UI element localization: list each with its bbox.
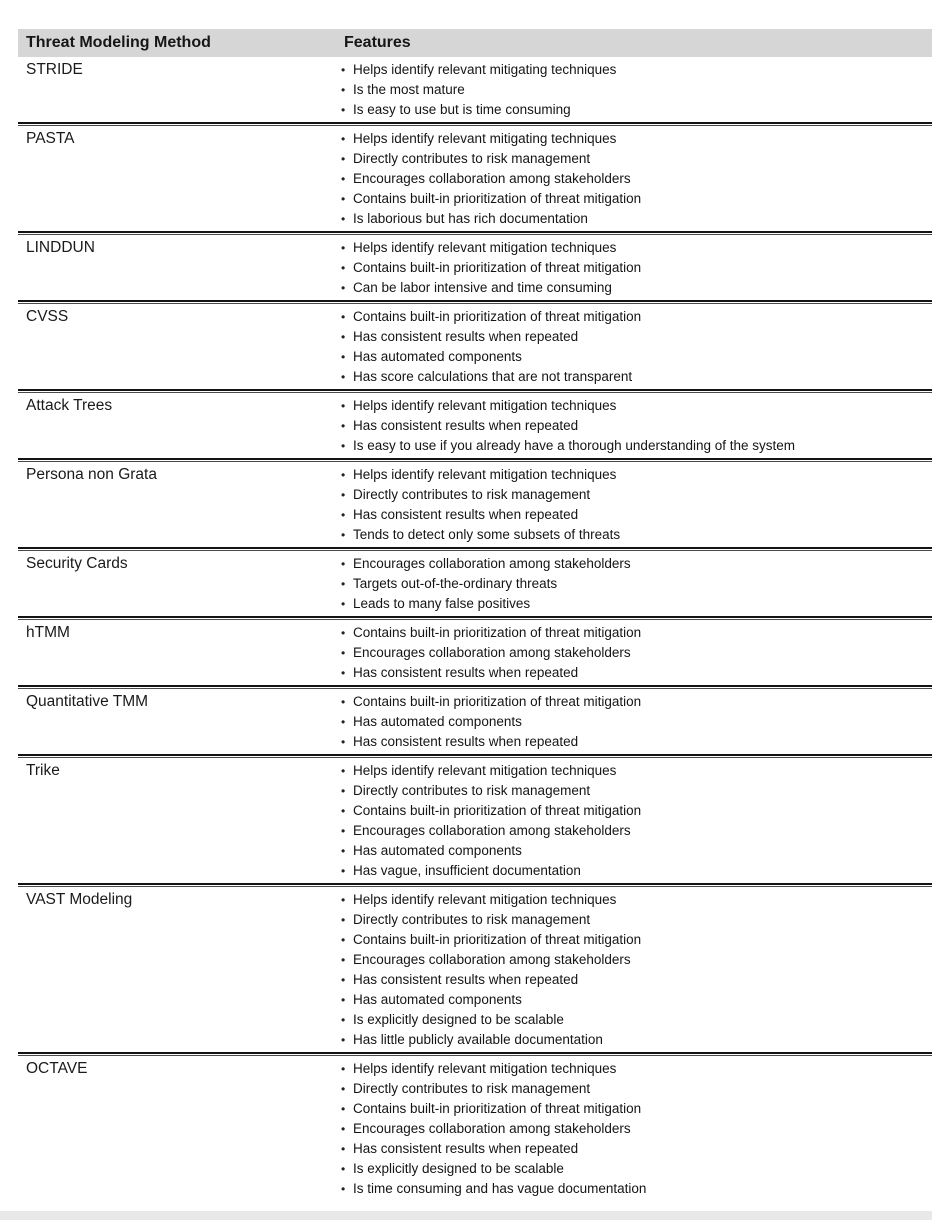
feature-item: • Has little publicly available documentation [338, 1030, 928, 1050]
method-name: PASTA [26, 130, 75, 147]
feature-item: • Has score calculations that are not transparent [338, 367, 928, 387]
table-row [18, 758, 932, 883]
feature-item: • Is laborious but has rich documentation [338, 209, 928, 229]
feature-item: • Is easy to use if you already have a thorough understanding of the system [338, 436, 928, 456]
feature-item: • Has consistent results when repeated [338, 732, 928, 752]
feature-item: • Has automated components [338, 841, 928, 861]
feature-item: • Directly contributes to risk management [338, 781, 928, 801]
feature-item: • Has consistent results when repeated [338, 505, 928, 525]
table-row [18, 1056, 932, 1201]
features-list [338, 465, 932, 545]
bottom-bar [0, 1211, 932, 1220]
feature-item: • Helps identify relevant mitigating techniques [338, 129, 928, 149]
threat-modeling-table [18, 29, 932, 1201]
feature-item: • Helps identify relevant mitigation techniques [338, 396, 928, 416]
method-name: STRIDE [26, 61, 83, 78]
table-row [18, 57, 932, 122]
feature-item: • Has automated components [338, 990, 928, 1010]
feature-item: • Contains built-in prioritization of threat mitigation [338, 623, 928, 643]
table-row [18, 393, 932, 458]
method-name: Quantitative TMM [26, 693, 149, 710]
method-name: OCTAVE [26, 1060, 88, 1077]
features-list [338, 238, 932, 298]
method-name: CVSS [26, 308, 69, 325]
feature-item: • Is explicitly designed to be scalable [338, 1010, 928, 1030]
feature-item: • Encourages collaboration among stakeholders [338, 950, 928, 970]
feature-item: • Helps identify relevant mitigation techniques [338, 238, 928, 258]
feature-item: • Is the most mature [338, 80, 928, 100]
feature-item: • Directly contributes to risk management [338, 485, 928, 505]
feature-item: • Is time consuming and has vague documentation [338, 1179, 928, 1199]
feature-item: • Is explicitly designed to be scalable [338, 1159, 928, 1179]
method-name: hTMM [26, 624, 70, 641]
method-name: LINDDUN [26, 239, 95, 256]
feature-item: • Helps identify relevant mitigation techniques [338, 465, 928, 485]
table-row [18, 887, 932, 1052]
features-list [338, 307, 932, 387]
feature-item: • Has consistent results when repeated [338, 416, 928, 436]
features-list [338, 129, 932, 229]
feature-item: • Contains built-in prioritization of threat mitigation [338, 692, 928, 712]
feature-item: • Helps identify relevant mitigation techniques [338, 890, 928, 910]
feature-item: • Has consistent results when repeated [338, 663, 928, 683]
feature-item: • Has consistent results when repeated [338, 1139, 928, 1159]
feature-item: • Helps identify relevant mitigation techniques [338, 1059, 928, 1079]
features-list [338, 623, 932, 683]
method-name: Attack Trees [26, 397, 113, 414]
feature-item: • Helps identify relevant mitigating techniques [338, 60, 928, 80]
method-name: Persona non Grata [26, 466, 157, 483]
feature-item: • Contains built-in prioritization of threat mitigation [338, 1099, 928, 1119]
table-row [18, 462, 932, 547]
feature-item: • Directly contributes to risk management [338, 1079, 928, 1099]
feature-item: • Encourages collaboration among stakeholders [338, 643, 928, 663]
feature-item: • Tends to detect only some subsets of threats [338, 525, 928, 545]
feature-item: • Contains built-in prioritization of threat mitigation [338, 307, 928, 327]
table-row [18, 126, 932, 231]
table-row [18, 551, 932, 616]
features-list [338, 396, 932, 456]
feature-item: • Has automated components [338, 712, 928, 732]
feature-item: • Has consistent results when repeated [338, 970, 928, 990]
feature-item: • Has consistent results when repeated [338, 327, 928, 347]
features-list [338, 1059, 932, 1199]
table-row [18, 235, 932, 300]
column-header-features: Features [344, 34, 411, 51]
feature-item: • Encourages collaboration among stakeholders [338, 169, 928, 189]
features-list [338, 60, 932, 120]
feature-item: • Contains built-in prioritization of threat mitigation [338, 801, 928, 821]
feature-item: • Targets out-of-the-ordinary threats [338, 574, 928, 594]
feature-item: • Contains built-in prioritization of threat mitigation [338, 189, 928, 209]
feature-item: • Can be labor intensive and time consuming [338, 278, 928, 298]
feature-item: • Encourages collaboration among stakeholders [338, 821, 928, 841]
feature-item: • Encourages collaboration among stakeholders [338, 554, 928, 574]
feature-item: • Encourages collaboration among stakeholders [338, 1119, 928, 1139]
feature-item: • Has vague, insufficient documentation [338, 861, 928, 881]
table-row [18, 620, 932, 685]
table-header-row [18, 29, 932, 57]
method-name: VAST Modeling [26, 891, 133, 908]
feature-item: • Has automated components [338, 347, 928, 367]
features-list [338, 554, 932, 614]
table-body [18, 57, 932, 1201]
features-list [338, 890, 932, 1050]
feature-item: • Helps identify relevant mitigation techniques [338, 761, 928, 781]
method-name: Security Cards [26, 555, 128, 572]
feature-item: • Is easy to use but is time consuming [338, 100, 928, 120]
table-row [18, 304, 932, 389]
feature-item: • Contains built-in prioritization of threat mitigation [338, 258, 928, 278]
column-header-method: Threat Modeling Method [26, 34, 211, 51]
feature-item: • Directly contributes to risk management [338, 149, 928, 169]
feature-item: • Directly contributes to risk management [338, 910, 928, 930]
features-list [338, 761, 932, 881]
features-list [338, 692, 932, 752]
table-row [18, 689, 932, 754]
feature-item: • Contains built-in prioritization of threat mitigation [338, 930, 928, 950]
method-name: Trike [26, 762, 60, 779]
feature-item: • Leads to many false positives [338, 594, 928, 614]
